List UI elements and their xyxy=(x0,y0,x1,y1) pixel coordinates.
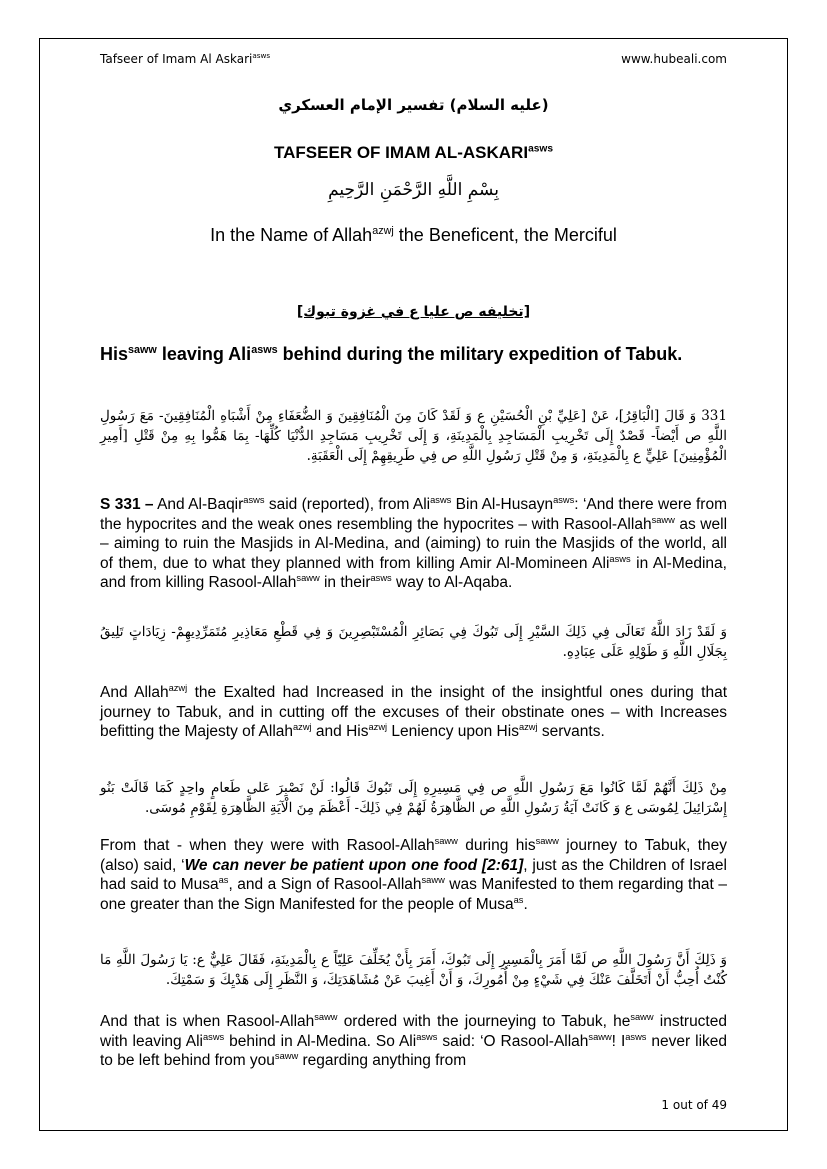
section-heading-english: His$^{saww}$ leaving Ali$^{asws}$ behind during the military expedition of Tabuk. xyxy=(100,344,683,364)
arabic-paragraph-1: 331 وَ قَالَ [الْبَاقِرُ]، عَنْ [عَلِيِّ بْنِ الْحُسَيْنِ ع وَ لَقَدْ كَانَ مِنَ الْمُنَافِقِينَ وَ الضُّعَفَاءِ مِنْ أَشْبَاهِ الْمُنَافِقِينَ- مَعَ رَسُولِ اللَّهِ ص أَيْضاً- قَصْدٌ إِلَى تَخْرِيبِ الْمَسَاجِدِ بِالْمَدِينَةِ، وَ إِلَى تَخْرِيبِ مَسَاجِدِ الدُّنْيَا كُلِّهَا- بِمَا هَمُّوا بِهِ مِنْ قَتْلِ [أَمِيرِ الْمُؤْمِنِينَ] عَلِيٍّ ع بِالْمَدِينَةِ، وَ مِنْ قَتْلِ رَسُولِ اللَّهِ ص فِي طَرِيقِهِمْ إِلَى الْعَقَبَةِ. xyxy=(100,408,727,464)
section-heading-arabic: [تخليفه ص عليا ع في غزوة تبوك] xyxy=(296,304,531,320)
english-paragraph-3: From that - when they were with Rasool-Allah$^{saww}$ during his$^{saww}$ journey to Tabuk, they (also) said, ‘We can never be patient upon one food [2:61], just as the Children of Israel had said to Musa$^{as}$, and a Sign of Rasool-Allah$^{saww}$ was Manifested to them regarding that – one greater than the Sign Manifested for the people of Musa$^{as}$. xyxy=(100,835,727,913)
english-paragraph-2: And Allah$^{azwj}$ the Exalted had Increased in the insight of the insightful ones during that journey to Tabuk, and in cutting off the excuses of their obstinate ones – with Increases befitting the Majesty of Allah$^{azwj}$ and His$^{azwj}$ Leniency upon His$^{azwj}$ servants. xyxy=(100,682,727,740)
page-number: 1 out of 49 xyxy=(661,1098,727,1112)
arabic-paragraph-4: وَ ذَلِكَ أَنَّ رَسُولَ اللَّهِ ص لَمَّا أَمَرَ بِالْمَسِيرِ إِلَى تَبُوكَ، أَمَرَ بِأَنْ يُخَلِّفَ عَلِيّاً ع بِالْمَدِينَةِ، فَقَالَ عَلِيٌّ ع: يَا رَسُولَ اللَّهِ مَا كُنْتُ أُحِبُّ أَنْ أَتَخَلَّفَ عَنْكَ فِي شَيْ‏ءٍ مِنْ أُمُورِكَ، وَ أَنْ أَغِيبَ عَنْ مُشَاهَدَتِكَ، وَ النَّظَرِ إِلَى هَدْيِكَ وَ سَمْتِكَ. xyxy=(100,952,727,988)
arabic-title: (عليه السلام) تفسير الإمام العسكري xyxy=(278,96,549,114)
english-paragraph-4: And that is when Rasool-Allah$^{saww}$ ordered with the journeying to Tabuk, $he^{saww}$ instructed with leaving Ali$^{asws}$ behind in Al-Medina. So Ali$^{asws}$ said: ‘O Rasool-Allah$^{saww}$! $I^{asws}$ never liked to be left behind from you$^{saww}$ regarding anything from xyxy=(100,1011,728,1069)
header-title: Tafseer of Imam Al Askari$^{asws}$ xyxy=(100,51,271,66)
arabic-paragraph-2: وَ لَقَدْ زَادَ اللَّهُ تَعَالَى فِي ذَلِكَ السَّيْرِ إِلَى تَبُوكَ فِي بَصَائِرِ الْمُسْتَبْصِرِينَ وَ فِي قَطْعِ مَعَاذِيرِ مُتَمَرِّدِيهِمْ- زِيَادَاتٍ تَلِيقُ بِجَلَالِ اللَّهِ وَ طَوْلِهِ عَلَى عِبَادِهِ. xyxy=(100,624,727,660)
header-website: www.hubeali.com xyxy=(621,52,727,66)
english-title: TAFSEER OF IMAM $AL-ASKARI^{asws}$ xyxy=(274,143,553,162)
basmala-arabic: بِسْمِ اللَّهِ الرَّحْمَنِ الرَّحِيمِ xyxy=(328,180,499,200)
english-paragraph-1: S 331 – And Al-Baqir$^{asws}$ said (reported), from Ali$^{asws}$ Bin Al-Husayn$^{asws}$: ‘And there were from the hypocrites and the weak ones resembling the hypocrites – with Rasool-Allah$^{saww}$ as well – aiming to ruin the Masjids in Al-Medina, and (aiming) to ruin the Masjids of the world, all of them, due to what they planned with from killing Amir Al-Momineen Ali$^{asws}$ in Al-Medina, and from killing Rasool-Allah$^{saww}$ in their$^{asws}$ way to Al-Aqaba. xyxy=(100,494,728,591)
arabic-paragraph-3: مِنْ ذَلِكَ أَنَّهُمْ لَمَّا كَانُوا مَعَ رَسُولِ اللَّهِ ص فِي مَسِيرِهِ إِلَى تَبُوكَ قَالُوا: لَنْ نَصْبِرَ عَلى‏ طَعامٍ واحِدٍ كَمَا قَالَتْ بَنُو إِسْرَائِيلَ لِمُوسَى ع وَ كَانَتْ آيَةُ رَسُولِ اللَّهِ ص الظَّاهِرَةُ لَهُمْ فِي ذَلِكَ- أَعْظَمَ مِنَ الْآيَةِ الظَّاهِرَةِ لِقَوْمِ مُوسَى. xyxy=(100,780,727,816)
basmala-english: In the Name of Allah$^{azwj}$ the Beneficent, the Merciful xyxy=(210,225,617,245)
